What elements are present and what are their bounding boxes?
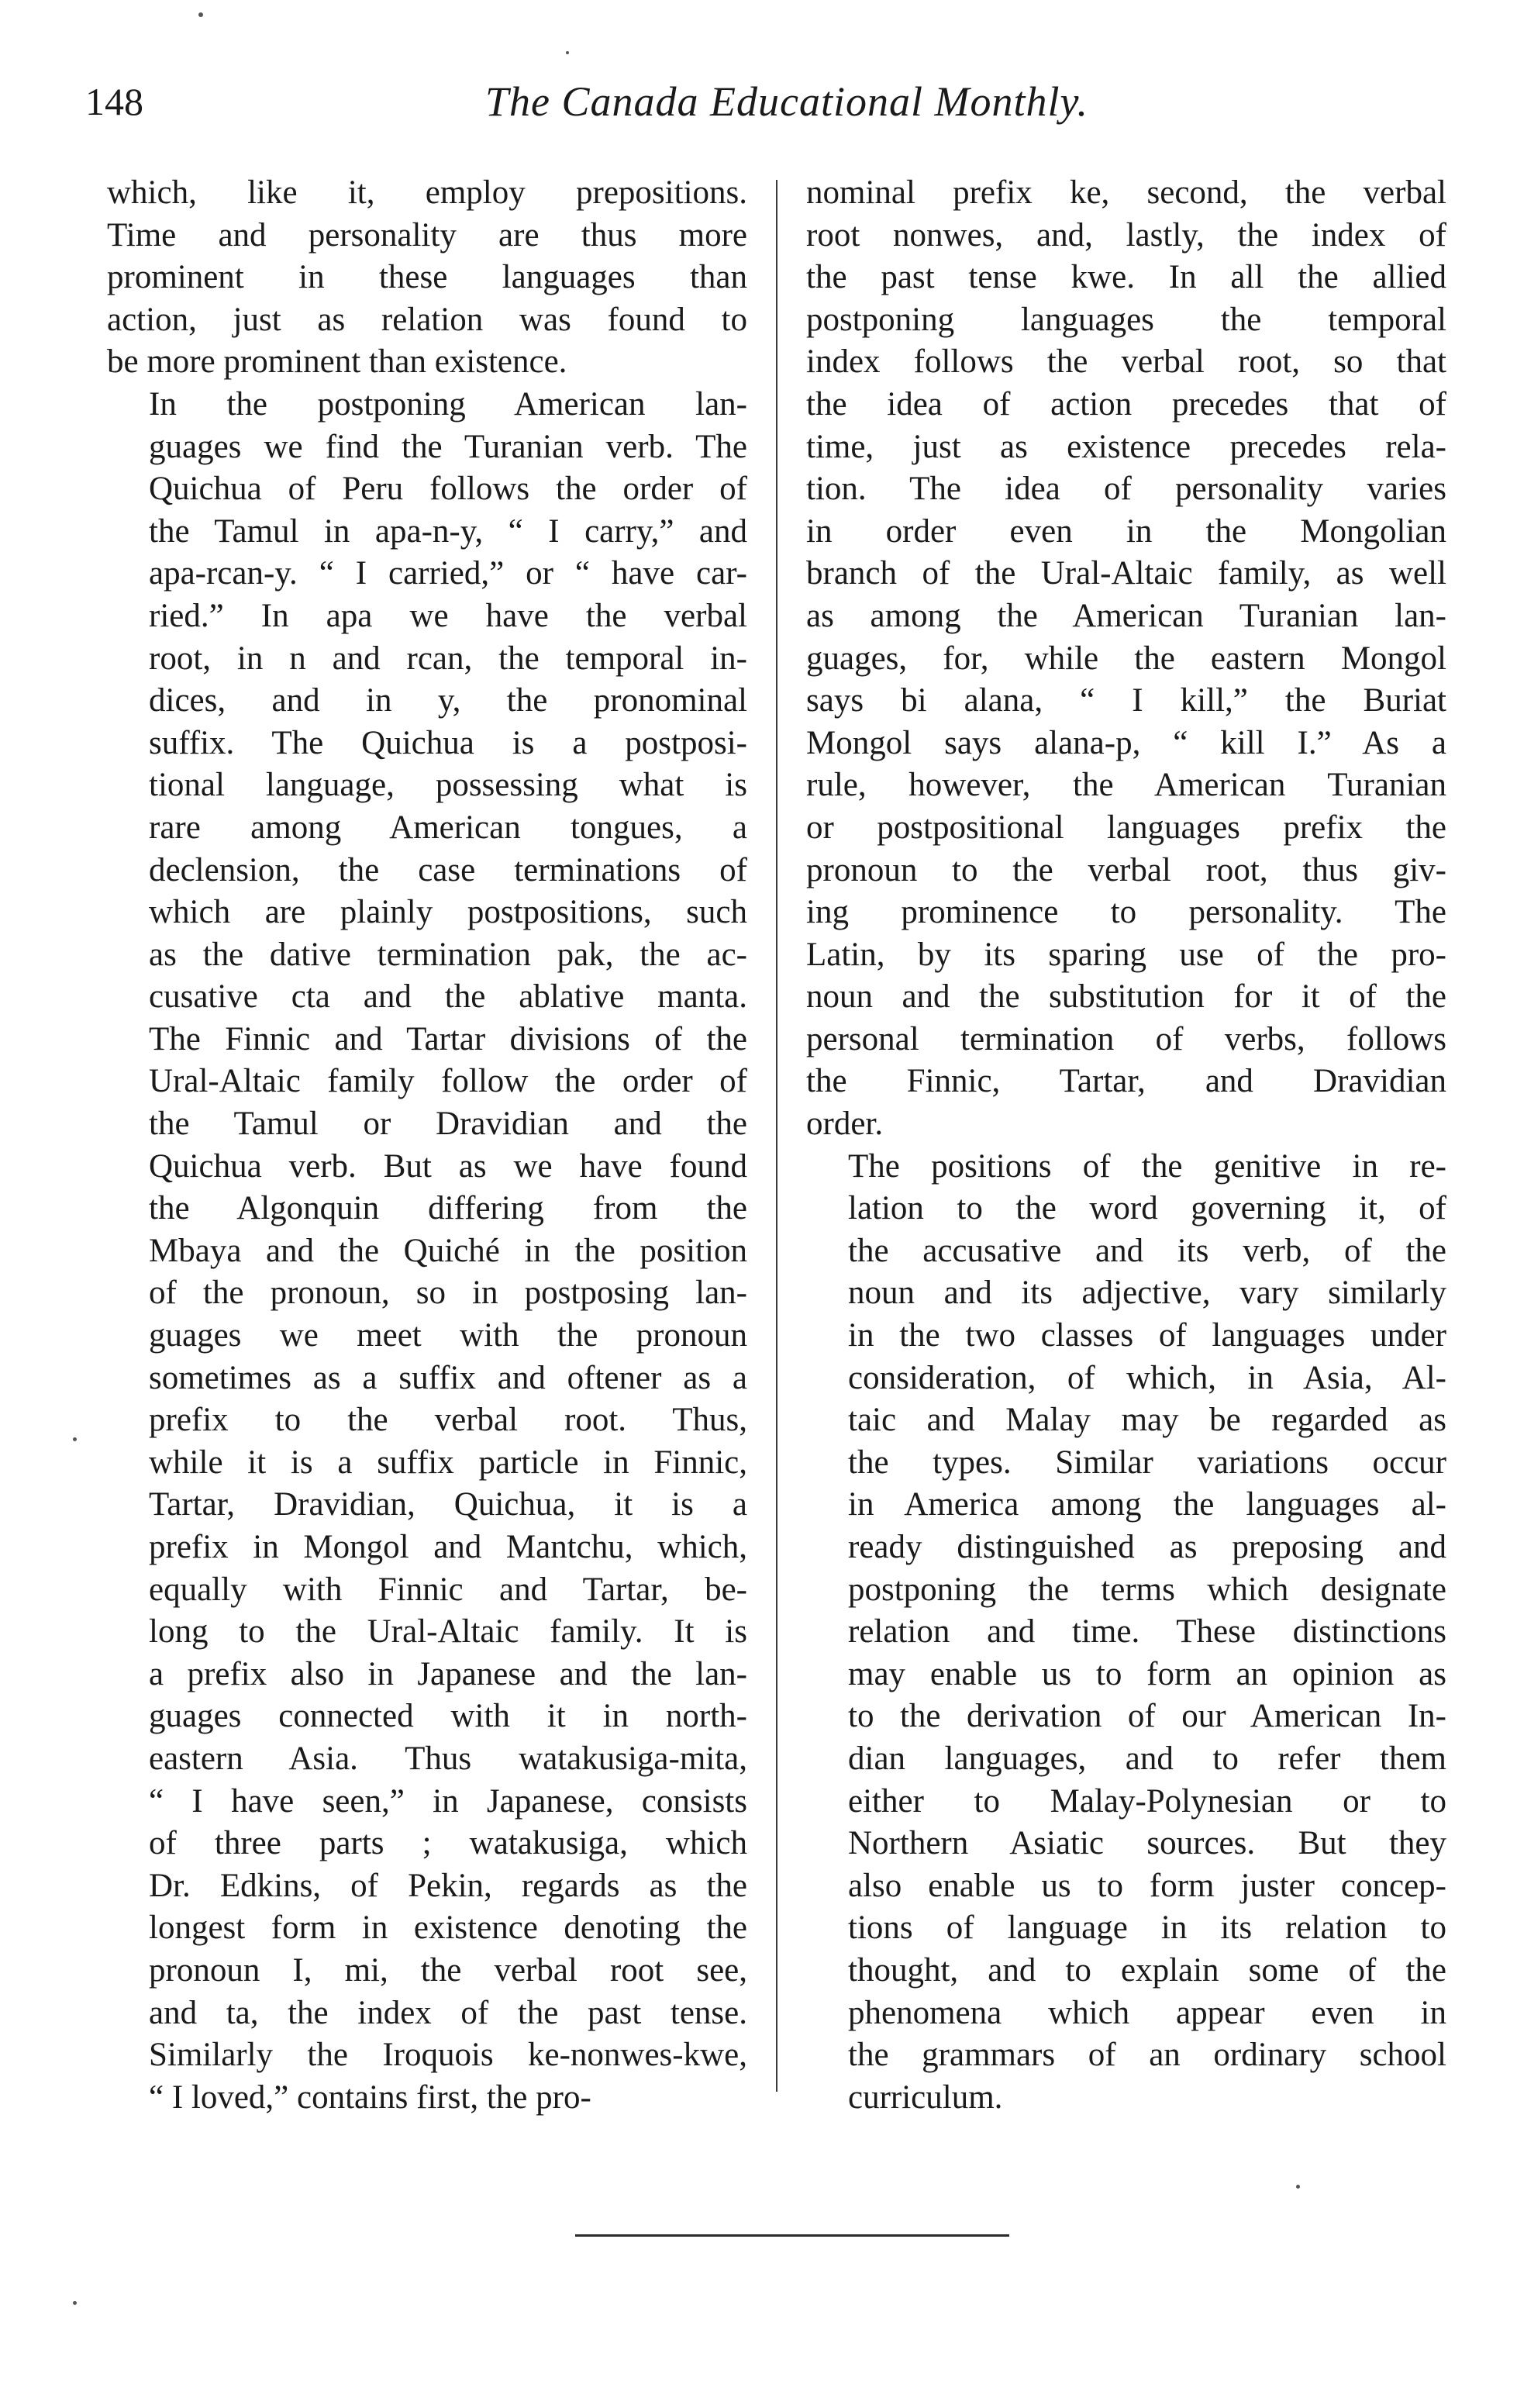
text-line: prefix to the verbal root. Thus, [149, 1402, 747, 1439]
text-line: the types. Similar variations occur [848, 1444, 1446, 1481]
text-line: postponing languages the temporal [806, 301, 1446, 338]
text-line: ready distinguished as preposing and [848, 1529, 1446, 1565]
text-line: guages we find the Turanian verb. The [149, 428, 747, 465]
text-line: relation and time. These distinctions [848, 1613, 1446, 1651]
text-line: tion. The idea of personality varies [806, 471, 1446, 508]
text-line: declension, the case terminations of [149, 851, 747, 888]
text-line: longest form in existence denoting the [149, 1909, 747, 1947]
left-column [107, 172, 747, 2119]
text-line: may enable us to form an opinion as [848, 1655, 1446, 1692]
print-speck [198, 12, 203, 17]
text-line: the accusative and its verb, of the [848, 1232, 1446, 1269]
text-line: suffix. The Quichua is a postposi- [149, 724, 747, 761]
text-line: sometimes as a suffix and oftener as a [149, 1359, 747, 1396]
print-speck [73, 2301, 77, 2305]
text-line: Mongol says alana-p, “ kill I.” As a [806, 724, 1446, 761]
text-line: of the pronoun, so in postposing lan- [149, 1275, 747, 1312]
text-line: ried.” In apa we have the verbal [149, 597, 747, 634]
text-line: Dr. Edkins, of Pekin, regards as the [149, 1867, 747, 1904]
text-line: dian languages, and to refer them [848, 1740, 1446, 1777]
text-line: index follows the verbal root, so that [806, 343, 1446, 381]
text-line: Time and personality are thus more [107, 216, 747, 254]
text-line: time, just as existence precedes rela- [806, 428, 1446, 465]
paragraph [107, 384, 747, 2119]
text-line: action, just as relation was found to [107, 301, 747, 338]
text-line: In the postponing American lan- [149, 385, 747, 423]
print-speck [1296, 2185, 1300, 2189]
running-title: The Canada Educational Monthly. [485, 78, 1088, 125]
print-speck [73, 1437, 77, 1441]
page-header [85, 74, 1488, 136]
text-line: in order even in the Mongolian [806, 512, 1446, 550]
print-speck [566, 51, 569, 54]
text-line: as among the American Turanian lan- [806, 597, 1446, 634]
text-line: equally with Finnic and Tartar, be- [149, 1571, 747, 1608]
text-line: Similarly the Iroquois ke-nonwes-kwe, [149, 2037, 747, 2074]
text-line: which, like it, employ prepositions. [107, 174, 747, 211]
text-line: The positions of the genitive in re- [848, 1147, 1446, 1185]
text-line: noun and its adjective, vary similarly [848, 1275, 1446, 1312]
text-line: cusative cta and the ablative manta. [149, 978, 747, 1016]
text-line: the grammars of an ordinary school [848, 2037, 1446, 2074]
text-line: dices, and in y, the pronominal [149, 682, 747, 719]
text-line: as the dative termination pak, the ac- [149, 936, 747, 973]
text-line: Quichua verb. But as we have found [149, 1147, 747, 1185]
text-line: rare among American tongues, a [149, 809, 747, 846]
text-line: the idea of action precedes that of [806, 385, 1446, 423]
text-line: to the derivation of our American In- [848, 1698, 1446, 1735]
text-line: Latin, by its sparing use of the pro- [806, 936, 1446, 973]
text-line: taic and Malay may be regarded as [848, 1402, 1446, 1439]
text-line: Northern Asiatic sources. But they [848, 1825, 1446, 1862]
text-line: guages connected with it in north- [149, 1698, 747, 1735]
text-line: personal termination of verbs, follows [806, 1020, 1446, 1057]
text-line: consideration, of which, in Asia, Al- [848, 1359, 1446, 1396]
text-line: lation to the word governing it, of [848, 1190, 1446, 1227]
text-line: says bi alana, “ I kill,” the Buriat [806, 682, 1446, 719]
text-line: Ural-Altaic family follow the order of [149, 1063, 747, 1100]
text-line: rule, however, the American Turanian [806, 767, 1446, 804]
paragraph [806, 1146, 1446, 2120]
text-line: curriculum. [848, 2079, 1003, 2116]
text-line: “ I have seen,” in Japanese, consists [149, 1782, 747, 1820]
paragraph [107, 172, 747, 384]
text-line: the Finnic, Tartar, and Dravidian [806, 1063, 1446, 1100]
text-line: Tartar, Dravidian, Quichua, it is a [149, 1486, 747, 1523]
text-line: order. [806, 1106, 884, 1143]
text-line: the past tense kwe. In all the allied [806, 259, 1446, 296]
text-line: Quichua of Peru follows the order of [149, 471, 747, 508]
text-line: and ta, the index of the past tense. [149, 1994, 747, 2031]
text-line: the Tamul or Dravidian and the [149, 1106, 747, 1143]
text-line: apa-rcan-y. “ I carried,” or “ have car- [149, 555, 747, 592]
text-line: tional language, possessing what is [149, 767, 747, 804]
text-line: “ I loved,” contains first, the pro- [149, 2079, 591, 2116]
text-line: guages, for, while the eastern Mongol [806, 640, 1446, 677]
text-line: a prefix also in Japanese and the lan- [149, 1655, 747, 1692]
text-line: prefix in Mongol and Mantchu, which, [149, 1529, 747, 1565]
text-line: Mbaya and the Quiché in the position [149, 1232, 747, 1269]
text-line: long to the Ural-Altaic family. It is [149, 1613, 747, 1651]
text-line: prominent in these languages than [107, 259, 747, 296]
text-line: thought, and to explain some of the [848, 1951, 1446, 1989]
end-rule [575, 2234, 1009, 2237]
text-line: either to Malay-Polynesian or to [848, 1782, 1446, 1820]
text-line: be more prominent than existence. [107, 343, 567, 381]
text-line: nominal prefix ke, second, the verbal [806, 174, 1446, 211]
text-line: ing prominence to personality. The [806, 894, 1446, 931]
text-line: in the two classes of languages under [848, 1317, 1446, 1354]
text-line: pronoun I, mi, the verbal root see, [149, 1951, 747, 1989]
text-line: tions of language in its relation to [848, 1909, 1446, 1947]
text-line: noun and the substitution for it of the [806, 978, 1446, 1016]
text-line: also enable us to form juster concep- [848, 1867, 1446, 1904]
text-line: root nonwes, and, lastly, the index of [806, 216, 1446, 254]
text-line: the Tamul in apa-n-y, “ I carry,” and [149, 512, 747, 550]
text-line: eastern Asia. Thus watakusiga-mita, [149, 1740, 747, 1777]
text-line: branch of the Ural-Altaic family, as well [806, 555, 1446, 592]
text-line: postponing the terms which designate [848, 1571, 1446, 1608]
page-number: 148 [85, 80, 143, 123]
text-line: phenomena which appear even in [848, 1994, 1446, 2031]
text-line: of three parts ; watakusiga, which [149, 1825, 747, 1862]
column-divider [776, 180, 777, 2092]
paragraph [806, 172, 1446, 1146]
text-line: guages we meet with the pronoun [149, 1317, 747, 1354]
right-column [806, 172, 1446, 2119]
text-line: or postpositional languages prefix the [806, 809, 1446, 846]
text-line: while it is a suffix particle in Finnic, [149, 1444, 747, 1481]
text-line: the Algonquin differing from the [149, 1190, 747, 1227]
text-line: in America among the languages al- [848, 1486, 1446, 1523]
text-line: which are plainly postpositions, such [149, 894, 747, 931]
text-line: pronoun to the verbal root, thus giv- [806, 851, 1446, 888]
text-line: The Finnic and Tartar divisions of the [149, 1020, 747, 1057]
text-line: root, in n and rcan, the temporal in- [149, 640, 747, 677]
